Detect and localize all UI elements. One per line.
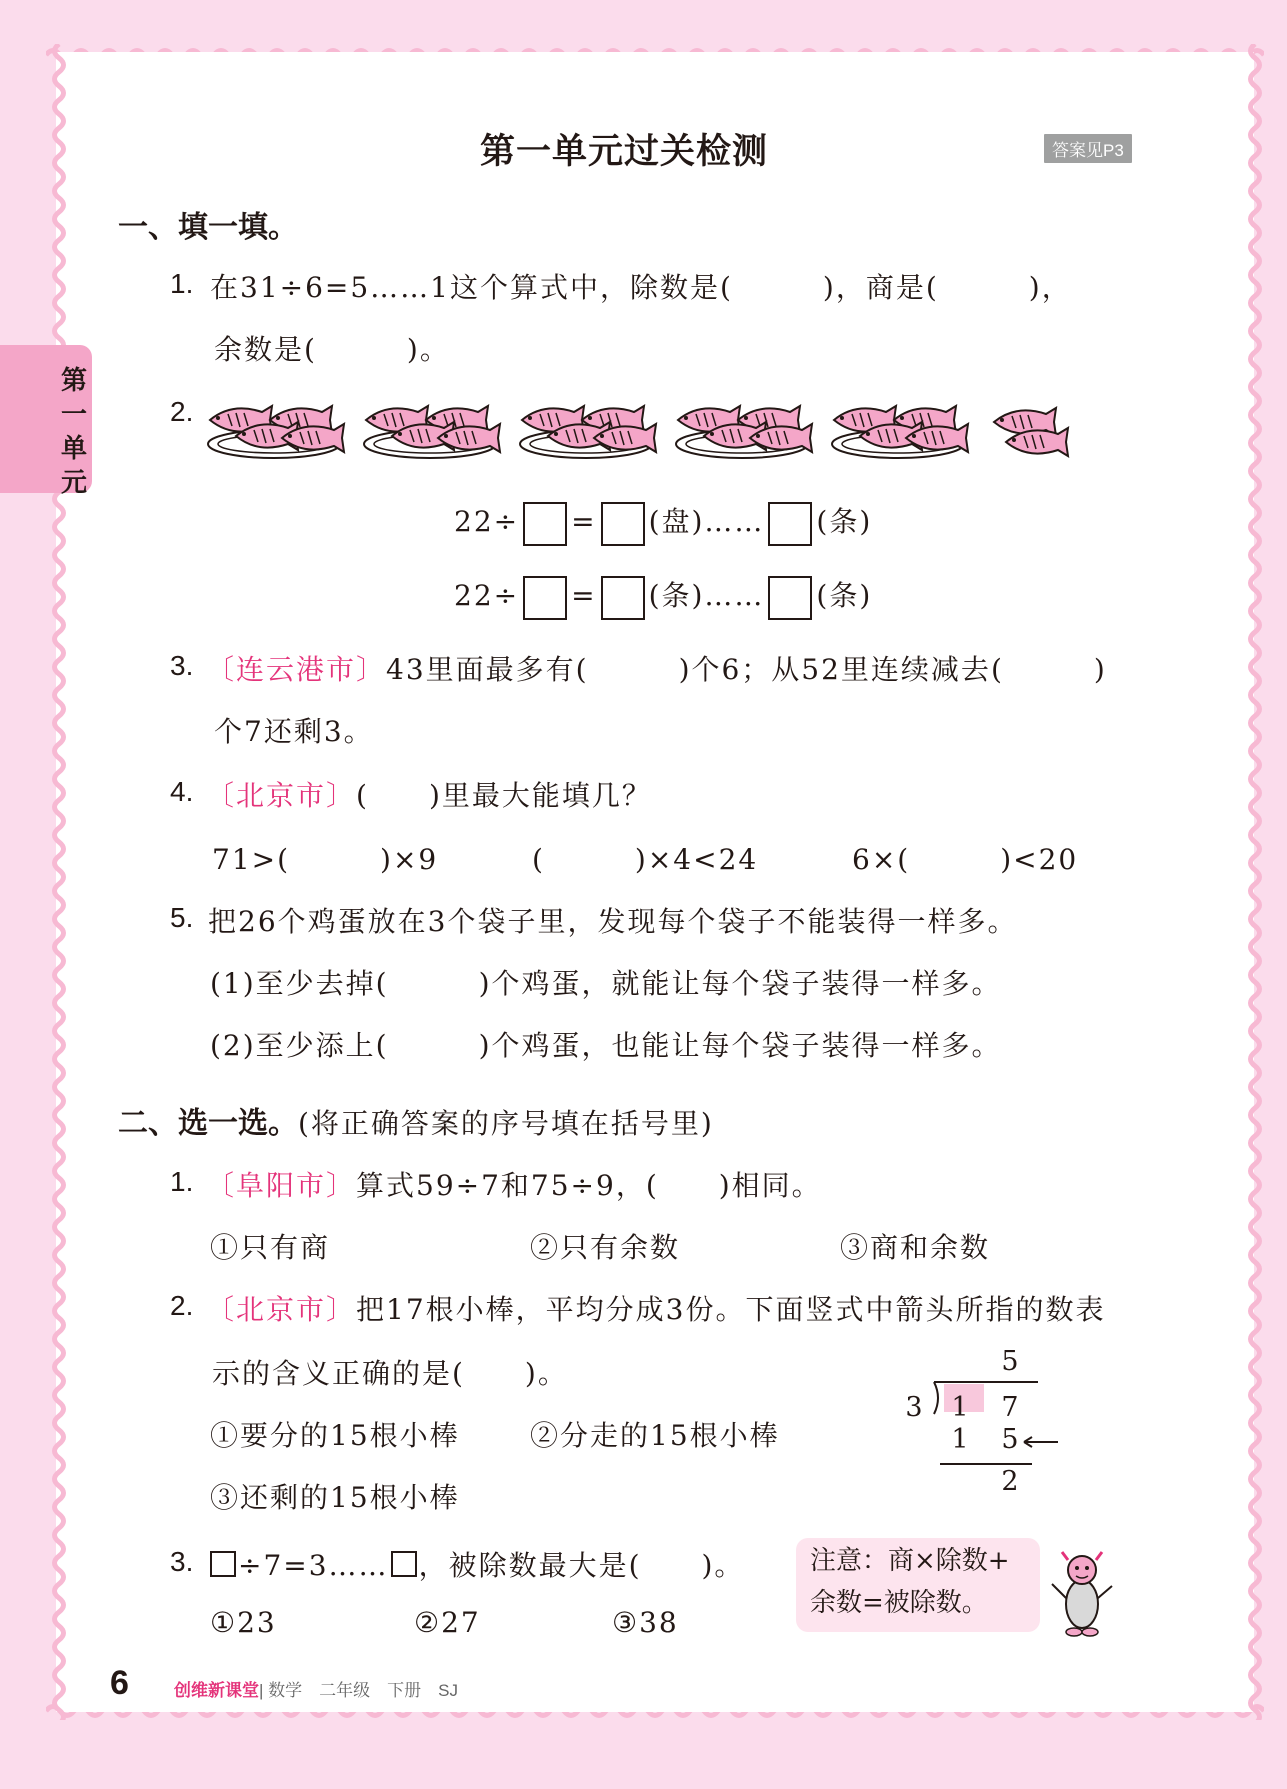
fish-plates-illustration: [206, 398, 1086, 470]
footer-info: 创维新课堂| 数学 二年级 下册 SJ: [174, 1681, 458, 1700]
section-1-heading: 一、填一填。: [118, 211, 298, 244]
left-wave-border: [48, 44, 70, 1720]
region-tag: 〔阜阳市〕: [206, 1169, 357, 1202]
answer-box[interactable]: [210, 1551, 236, 1577]
s2-q2-option-3[interactable]: ③还剩的15根小棒: [210, 1481, 460, 1514]
q5-sub2: (2)至少添上( )个鸡蛋，也能让每个袋子装得一样多。: [210, 1029, 1002, 1062]
s2-q1-option-3[interactable]: ③商和余数: [840, 1231, 991, 1264]
q3-line2: 个7还剩3。: [214, 715, 374, 748]
answer-box[interactable]: [768, 502, 812, 546]
s2-q3-option-3[interactable]: ③38: [612, 1606, 679, 1639]
s2-q1-line1: 〔阜阳市〕算式59÷7和75÷9，( )相同。: [206, 1169, 822, 1202]
tip-note-line2: 余数=被除数。: [810, 1588, 988, 1618]
s2-q2-option-1[interactable]: ①要分的15根小棒: [210, 1419, 460, 1452]
q4-line1: 〔北京市〕( )里最大能填几？: [206, 779, 652, 812]
division-dividend-digit: 7: [1001, 1392, 1019, 1423]
answer-box[interactable]: [601, 576, 645, 620]
s2-q2-line1: 〔北京市〕把17根小棒，平均分成3份。下面竖式中箭头所指的数表: [206, 1293, 1106, 1326]
s2-q2-number: 2.: [170, 1290, 194, 1321]
q5-line1: 把26个鸡蛋放在3个袋子里，发现每个袋子不能装得一样多。: [208, 905, 1018, 938]
plate-2: [364, 406, 500, 458]
q5-sub1: (1)至少去掉( )个鸡蛋，就能让每个袋子装得一样多。: [210, 967, 1002, 1000]
division-remainder: 2: [1001, 1466, 1019, 1497]
cartoon-character-icon: [1046, 1548, 1118, 1640]
q4-number: 4.: [170, 776, 194, 807]
q4-part-b: ( )×4<24: [532, 843, 759, 876]
q3-line1: 〔连云港市〕43里面最多有( )个6；从52里连续减去( ): [206, 653, 1107, 686]
q2-equation-2: 22÷ = (条)…… (条): [454, 574, 872, 620]
q1-line2: 余数是( )。: [214, 333, 450, 366]
q5-number: 5.: [170, 902, 194, 933]
q1-number: 1.: [170, 268, 194, 299]
answer-box[interactable]: [523, 576, 567, 620]
s2-q2-line2: 示的含义正确的是( )。: [212, 1357, 568, 1390]
plate-1: [208, 406, 344, 458]
s2-q3-option-1[interactable]: ①23: [210, 1606, 277, 1639]
pointer-arrow-icon: [1020, 1434, 1060, 1450]
division-dividend-digit: 1: [951, 1392, 969, 1423]
s2-q1-number: 1.: [170, 1166, 194, 1197]
plate-3: [520, 406, 656, 458]
tip-note: [796, 1538, 1040, 1632]
region-tag: 〔连云港市〕: [206, 653, 387, 686]
s2-q2-option-2[interactable]: ②分走的15根小棒: [530, 1419, 780, 1452]
s2-q3-option-2[interactable]: ②27: [414, 1606, 481, 1639]
q1-line1: 在31÷6=5……1这个算式中，除数是( )，商是( )，: [210, 271, 1072, 304]
unit-side-tab-label: 第一单元: [60, 365, 87, 497]
answer-box[interactable]: [523, 502, 567, 546]
q4-part-a: 71>( )×9: [212, 843, 439, 876]
page-title: 第一单元过关检测: [480, 132, 769, 171]
division-quotient: 5: [1001, 1346, 1019, 1377]
division-product-digit: 1: [951, 1424, 969, 1455]
answer-box[interactable]: [768, 576, 812, 620]
region-tag: 〔北京市〕: [206, 1293, 357, 1326]
division-divisor: 3: [905, 1392, 923, 1423]
s2-q1-option-2[interactable]: ②只有余数: [530, 1231, 681, 1264]
s2-q1-option-1[interactable]: ①只有商: [210, 1231, 331, 1264]
answer-box[interactable]: [391, 1551, 417, 1577]
plate-5: [832, 406, 968, 458]
answer-box[interactable]: [601, 502, 645, 546]
answer-reference-badge: 答案见P3: [1044, 134, 1132, 163]
right-wave-border: [1244, 44, 1266, 1720]
unit-side-tab: [0, 345, 92, 497]
section-2-heading: 二、选一选。(将正确答案的序号填在括号里): [118, 1107, 714, 1140]
tip-note-line1: 注意：商×除数+: [810, 1546, 1010, 1576]
plate-4: [676, 406, 812, 458]
q2-equation-1: 22÷ = (盘)…… (条): [454, 500, 872, 546]
s2-q3-number: 3.: [170, 1546, 194, 1577]
division-product-digit: 5: [1001, 1424, 1019, 1455]
q2-number: 2.: [170, 396, 194, 427]
region-tag: 〔北京市〕: [206, 779, 357, 812]
division-lines: [920, 1380, 1060, 1470]
q3-number: 3.: [170, 650, 194, 681]
q4-part-c: 6×( )<20: [852, 843, 1079, 876]
s2-q3-line1: ÷7=3…… ，被除数最大是( )。: [208, 1544, 744, 1584]
page-number: 6: [110, 1664, 129, 1702]
